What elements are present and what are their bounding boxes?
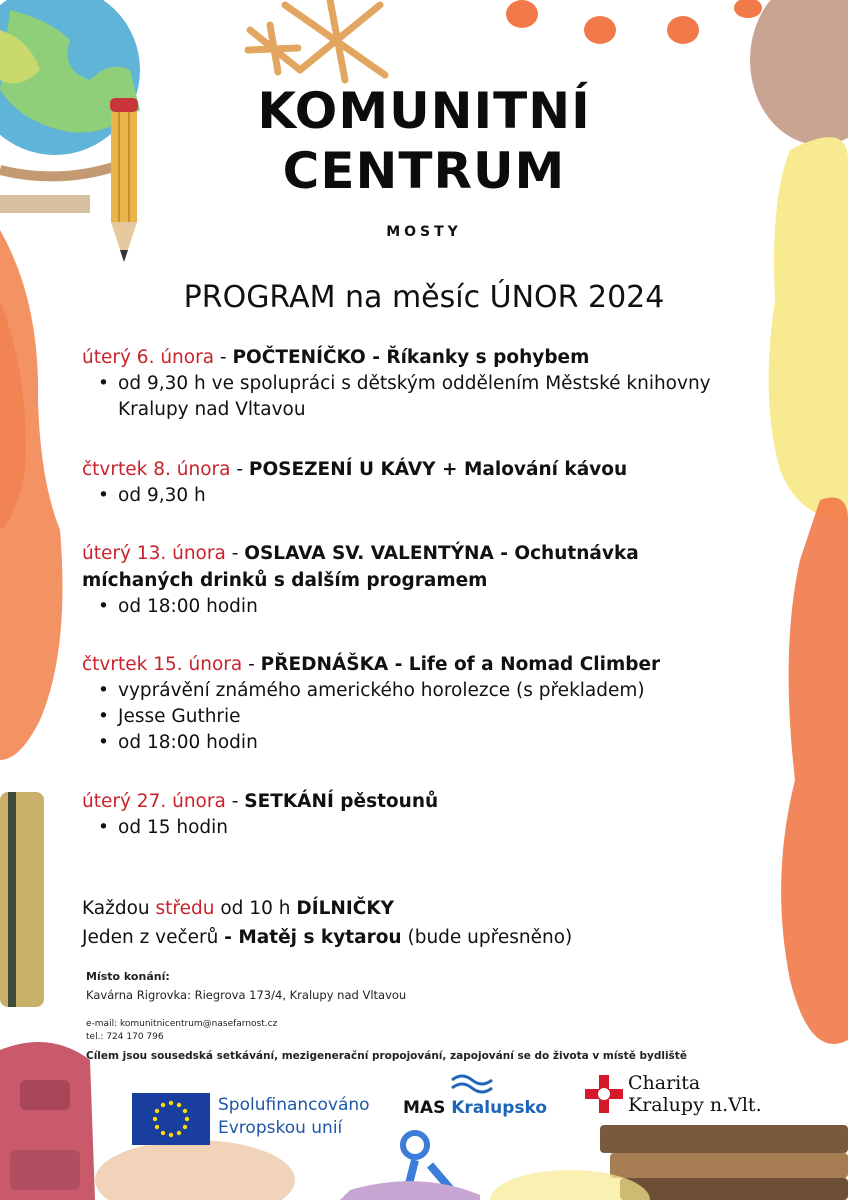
venue-address: Kavárna Rigrovka: Riegrova 173/4, Kralupy nad Vltavou [86,988,407,1002]
venue-label: Místo konání: [86,970,170,983]
list-item: • od 9,30 h ve spolupráci s dětským oddělením Městské knihovny Kralupy nad Vltavou [98,371,722,423]
book-icon [0,792,44,1007]
event-date: úterý 27. února [82,791,226,812]
page-title-line-2: CENTRUM [282,142,566,200]
event-title: PŘEDNÁŠKA - Life of a Nomad Climber [260,654,661,675]
event-5 [82,788,722,841]
event-details [98,678,722,756]
list-item: • vyprávění známého amerického horolezce (s překladem) [98,678,722,704]
event-heading: čtvrtek 8. února - POSEZENÍ U KÁVY + Malování kávou [82,459,628,480]
phone-number: 724 170 796 [106,1032,164,1042]
event-heading: čtvrtek 15. února - PŘEDNÁŠKA - Life of a Nomad Climber [82,654,661,675]
event-title: POČTENÍČKO - Říkanky s pohybem [232,347,590,368]
event-1 [82,344,722,423]
weekly-line-1: Každou středu od 10 h DÍLNIČKY [82,898,395,919]
backpack-icon [0,1042,95,1200]
eu-cofunding-label: Spolufinancováno Evropskou unií [218,1095,370,1138]
event-details [98,483,722,509]
charita-cross-icon [585,1075,623,1113]
weekly-activities [82,894,572,952]
event-3 [82,540,722,620]
event-details [98,594,722,620]
event-details [98,371,722,423]
event-heading: úterý 13. února - OSLAVA SV. VALENTÝNA - Ochutnávka míchaných drinků s dalším programem [82,543,639,591]
scissors-icon [340,1133,480,1200]
email-link[interactable]: komunitnicentrum@nasefarnost.cz [119,1019,278,1029]
list-item: • od 18:00 hodin [98,594,722,620]
sparkle-icon [248,0,385,80]
list-item: • od 9,30 h [98,483,722,509]
list-item: • od 15 hodin [98,815,722,841]
aim-statement: Cílem jsou sousedská setkávání, mezigenerační propojování, zapojování se do života v místě bydliště [86,1050,687,1062]
charita-logo: Charita Kralupy n.Vlt. [628,1072,762,1116]
list-item: • od 18:00 hodin [98,730,722,756]
list-item: • Jesse Guthrie [98,704,722,730]
eu-flag-icon [132,1093,210,1145]
dots-decoration [506,0,762,44]
event-date: čtvrtek 15. února [82,654,243,675]
event-details [98,815,722,841]
event-title: OSLAVA SV. VALENTÝNA - Ochutnávka míchaných drinků s dalším programem [82,543,639,591]
page-title-line-1: KOMUNITNÍ [257,82,591,140]
program-heading: PROGRAM na měsíc ÚNOR 2024 [183,280,665,315]
event-date: čtvrtek 8. února [82,459,231,480]
event-2 [82,456,722,509]
event-4 [82,651,722,756]
weekly-line-2: Jeden z večerů - Matěj s kytarou (bude upřesněno) [82,927,573,948]
contact-info: e-mail: komunitnicentrum@nasefarnost.cz tel.: 724 170 796 [86,1019,278,1042]
event-heading: úterý 6. února - POČTENÍČKO - Říkanky s pohybem [82,347,590,368]
event-title: SETKÁNÍ pěstounů [244,791,439,812]
event-heading: úterý 27. února - SETKÁNÍ pěstounů [82,791,439,812]
event-title: POSEZENÍ U KÁVY + Malování kávou [248,459,628,480]
mas-logo-icon [448,1072,496,1096]
event-date: úterý 13. února [82,543,226,564]
mas-kralupsko-logo: MAS Kralupsko [403,1098,548,1118]
event-date: úterý 6. února [82,347,215,368]
page-subtitle: MOSTY [386,224,462,240]
